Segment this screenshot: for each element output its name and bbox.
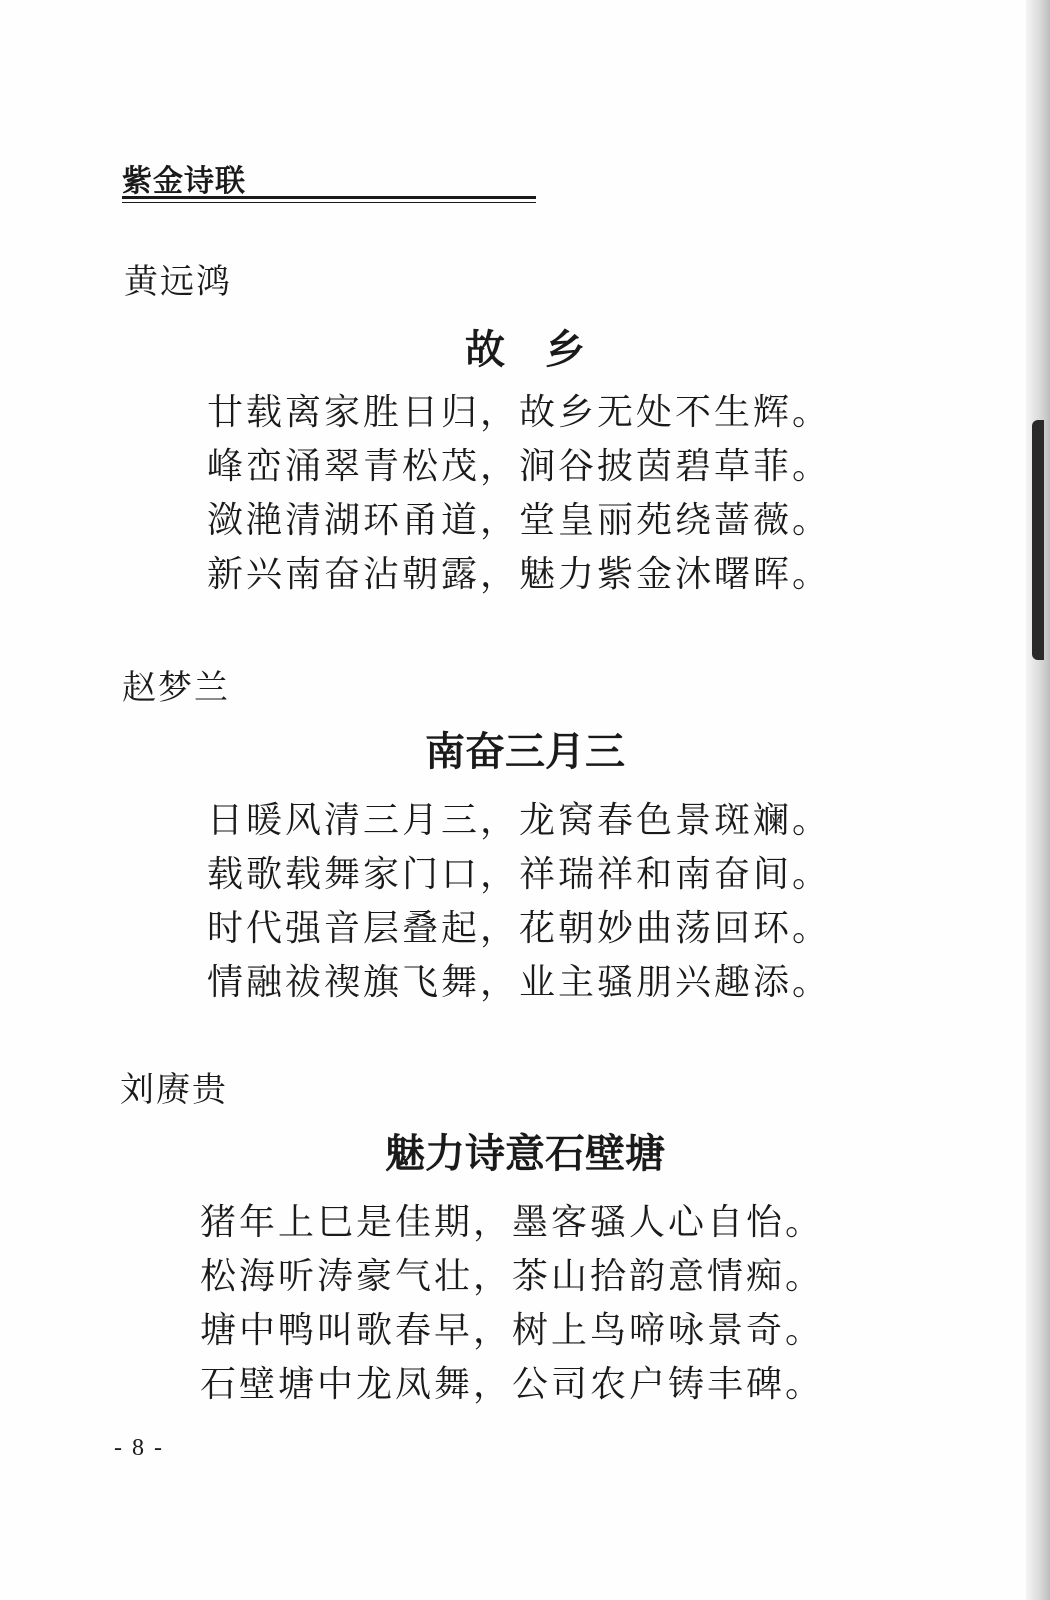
poem-title: 南奋三月三 — [425, 728, 625, 775]
header-rule — [122, 196, 536, 199]
header-rule-thin — [122, 202, 536, 203]
poem-title: 魅力诗意石壁塘 — [385, 1130, 665, 1177]
poem-line: 情融祓禊旗飞舞，业主骚朋兴趣添。 — [207, 962, 832, 1003]
poem-author: 赵梦兰 — [122, 668, 230, 708]
poem-line: 廿载离家胜日归，故乡无处不生辉。 — [207, 392, 832, 433]
poem-line: 潋滟清湖环甬道，堂皇丽苑绕蔷薇。 — [207, 500, 832, 541]
poem-body — [207, 386, 831, 602]
poem-title: 故 乡 — [465, 326, 585, 373]
poem-author: 黄远鸿 — [124, 262, 232, 302]
poem-line: 松海听涛豪气壮，茶山拾韵意情痴。 — [200, 1256, 825, 1297]
poem-body — [200, 1196, 824, 1412]
poem-body — [207, 794, 831, 1010]
poem-line: 峰峦涌翠青松茂，涧谷披茵碧草菲。 — [207, 446, 832, 487]
scan-page-edge — [1026, 0, 1050, 1600]
running-header: 紫金诗联 — [122, 164, 246, 199]
poem-line: 石壁塘中龙凤舞，公司农户铸丰碑。 — [200, 1364, 825, 1405]
poem-line: 塘中鸭叫歌春早，树上鸟啼咏景奇。 — [200, 1310, 825, 1351]
poem-author: 刘赓贵 — [120, 1070, 228, 1110]
poem-line: 猪年上巳是佳期，墨客骚人心自怡。 — [200, 1202, 825, 1243]
page-number: - 8 - — [114, 1435, 164, 1461]
poem-line: 时代强音层叠起，花朝妙曲荡回环。 — [207, 908, 832, 949]
scan-edge-shadow — [1032, 420, 1044, 660]
poem-line: 日暖风清三月三，龙窝春色景斑斓。 — [207, 800, 832, 841]
poem-line: 新兴南奋沾朝露，魅力紫金沐曙晖。 — [207, 554, 832, 595]
poem-line: 载歌载舞家门口，祥瑞祥和南奋间。 — [207, 854, 832, 895]
